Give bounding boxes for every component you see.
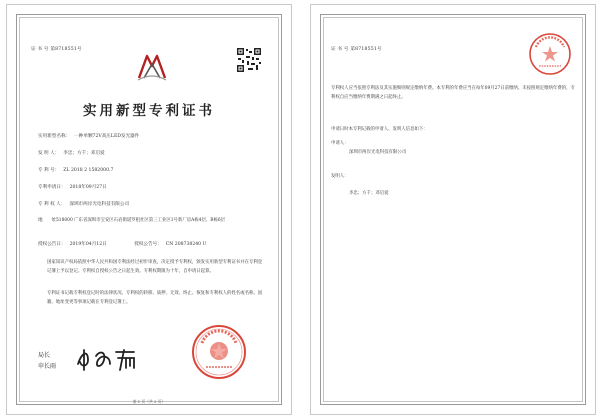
qr-code-icon <box>236 47 262 73</box>
grant-date-value: 2019年04月12日 <box>69 242 107 247</box>
patentee-label: 专 利 权 人： <box>38 202 66 207</box>
certificate-page-1 <box>6 4 292 415</box>
certificate-title: 实用新型专利证书 <box>83 103 215 119</box>
certificate-body-paragraph-1: 国家知识产权局依照中华人民共和国专利法经过初步审查，决定授予专利权，颁发实用新型专利证书并在专利登记簿上予以登记。专利权自授权公告之日起生效。专利权期限为十年，自申请日起算。 <box>47 260 263 274</box>
director-name-label: 申长雨 <box>38 363 57 370</box>
patent-number-row <box>38 167 113 173</box>
patentee-value: 深圳市两岸光电科技有限公司 <box>69 202 130 207</box>
inventor-value: 李忠；方千；邓启爱 <box>349 191 389 196</box>
applicant-value: 深圳市两岸光电科技有限公司 <box>349 150 407 155</box>
director-label: 局长 <box>38 352 51 359</box>
office-seal-icon <box>190 323 248 381</box>
inventor-label: 发 明 人： <box>38 151 60 156</box>
director-signature-icon <box>74 346 142 372</box>
filing-date-label: 专利申请日： <box>38 185 66 190</box>
address-value: 518000 广东省深圳市宝安区石岩街道罗租社区第三工业区1号新厂房A栋4层、B栋6层 <box>56 218 226 223</box>
utility-model-name-row <box>38 133 139 139</box>
inventor-value: 李忠；方千；邓启爱 <box>63 151 105 156</box>
applicant-label: 申请人： <box>331 141 349 146</box>
patent-office-seal-icon <box>527 31 573 77</box>
patent-number-label: 专 利 号： <box>38 168 60 173</box>
grant-number-value: CN 208738240 U <box>165 242 207 247</box>
annual-fee-paragraph: 专利权人应当依照专利法及其实施细则规定缴纳年费。本专利的年费应当在每年09月27日前缴纳。未按照规定缴纳年费的，专利权自应当缴纳年费期满之日起终止。 <box>331 86 575 100</box>
grant-date-row <box>38 241 206 247</box>
address-label: 地 址： <box>38 218 61 223</box>
certificate-page-2 <box>310 4 596 415</box>
filing-date-value: 2018年09月27日 <box>69 185 107 190</box>
patent-number-value: ZL 2018 2 1582000.7 <box>63 168 114 173</box>
certificate-number: 证 书 号 第8718551号 <box>331 47 382 52</box>
page-footer: 第 1 页（共 2 页） <box>132 399 166 404</box>
filing-date-row <box>38 184 107 190</box>
patentee-row <box>38 201 129 207</box>
inventor-row <box>38 150 105 156</box>
certificate-number: 证 书 号 第8718551号 <box>31 47 82 52</box>
grant-number-label: 授权公告号： <box>134 242 162 247</box>
inventor-label: 发明人： <box>331 174 349 179</box>
name-label: 实用新型名称： <box>38 134 71 139</box>
grant-date-label: 授权公告日： <box>38 242 66 247</box>
name-value: 一种单颗72V高压LED发光器件 <box>74 134 140 139</box>
certificate-body-paragraph-2: 专利证书记载专利权登记时的法律状况。专利权的转移、质押、无效、终止、恢复和专利权人的姓名或名称、国籍、地址变更等事项记载在专利登记簿上。 <box>47 291 263 305</box>
cnipa-logo-icon <box>135 50 169 82</box>
applicant-info-heading: 申请日时本专利记载的申请人、发明人信息如下： <box>331 127 428 132</box>
